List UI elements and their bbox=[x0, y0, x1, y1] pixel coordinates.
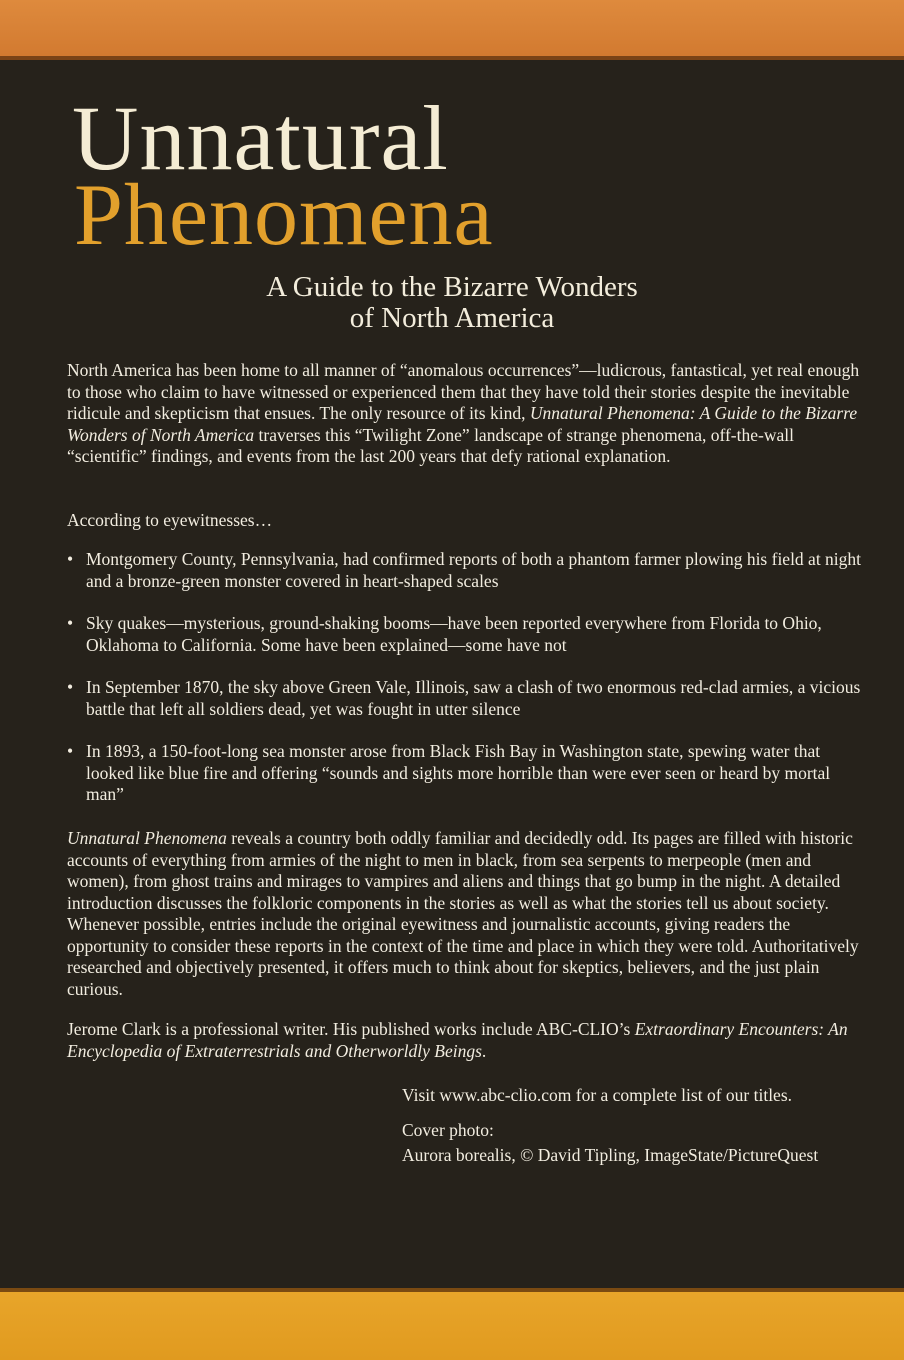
list-item bbox=[67, 741, 869, 806]
intro-italic-title: Unnatural Phenomena: A Guide to the Bizarre Wonders of North America bbox=[67, 403, 858, 445]
list-item bbox=[67, 613, 869, 656]
summary-italic-title: Unnatural Phenomena bbox=[67, 828, 227, 848]
author-paragraph bbox=[67, 1019, 869, 1062]
book-subtitle bbox=[0, 272, 904, 334]
bullet-icon: • bbox=[67, 549, 74, 569]
author-period: . bbox=[481, 1040, 487, 1061]
list-item bbox=[67, 677, 869, 720]
bullet-icon: • bbox=[67, 741, 74, 761]
intro-text-part1: North America has been home to all manner of “anomalous occurrences”—ludicrous, fantastical, yet real enough to those who claim to have witnessed or experienced them that they have told their stories despite the inevitable ridicule and skepticism that ensues. The only resource of its kind, bbox=[67, 360, 860, 423]
author-italic-work: Extraordinary Encounters: An Encyclopedia of Extraterrestrials and Otherworldly Beings bbox=[67, 1019, 848, 1061]
subtitle-line2: of North America bbox=[349, 302, 555, 334]
summary-text: reveals a country both oddly familiar and decidedly odd. Its pages are filled with historic accounts of everything from armies of the night to men in black, from sea serpents to merpeople (men and women), from ghost trains and mirages to vampires and aliens and things that go bump in the night. A detailed introduction discusses the folkloric components in the stories as well as what the stories tell us about society. Whenever possible, entries include the original eyewitness and journalistic accounts, giving readers the opportunity to consider these reports in the context of the time and place in which they were told. Authoritatively researched and objectively presented, it offers much to think about for skeptics, believers, and the just plain curious. bbox=[67, 828, 859, 999]
eyewitness-list bbox=[67, 549, 869, 827]
list-item-text: In September 1870, the sky above Green Vale, Illinois, saw a clash of two enormous red-clad armies, a vicious battle that left all soldiers dead, yet was fought in utter silence bbox=[86, 677, 861, 719]
list-item-text: Montgomery County, Pennsylvania, had confirmed reports of both a phantom farmer plowing his field at night and a bronze-green monster covered in heart-shaped scales bbox=[86, 549, 862, 591]
list-item-text: In 1893, a 150-foot-long sea monster arose from Black Fish Bay in Washington state, spewing water that looked like blue fire and offering “sounds and sights more horrible than were ever seen or heard by mortal man” bbox=[86, 741, 831, 804]
top-color-band bbox=[0, 0, 904, 56]
list-item-text: Sky quakes—mysterious, ground-shaking booms—have been reported everywhere from Florida to Ohio, Oklahoma to California. Some have been explained—some have not bbox=[86, 613, 822, 655]
summary-paragraph bbox=[67, 828, 869, 1000]
publisher-website-note: Visit www.abc-clio.com for a complete list of our titles. bbox=[402, 1085, 793, 1105]
according-heading: According to eyewitnesses… bbox=[67, 510, 273, 530]
book-title-line2: Phenomena bbox=[74, 167, 494, 264]
list-item bbox=[67, 549, 869, 592]
subtitle-line1: A Guide to the Bizarre Wonders bbox=[266, 271, 638, 303]
intro-paragraph bbox=[67, 360, 869, 468]
cover-photo-label: Cover photo: bbox=[402, 1120, 494, 1140]
top-band-divider bbox=[0, 56, 904, 60]
bottom-color-band bbox=[0, 1292, 904, 1360]
bullet-icon: • bbox=[67, 677, 74, 697]
bullet-icon: • bbox=[67, 613, 74, 633]
intro-text-part2: traverses this “Twilight Zone” landscape of strange phenomena, off-the-wall “scientific” findings, and events from the last 200 years that defy rational explanation. bbox=[67, 424, 794, 466]
cover-photo-credit: Aurora borealis, © David Tipling, ImageState/PictureQuest bbox=[402, 1145, 819, 1165]
book-title-line1: Unnatural bbox=[72, 87, 449, 189]
author-text: Jerome Clark is a professional writer. His published works include ABC-CLIO’s bbox=[67, 1019, 635, 1039]
